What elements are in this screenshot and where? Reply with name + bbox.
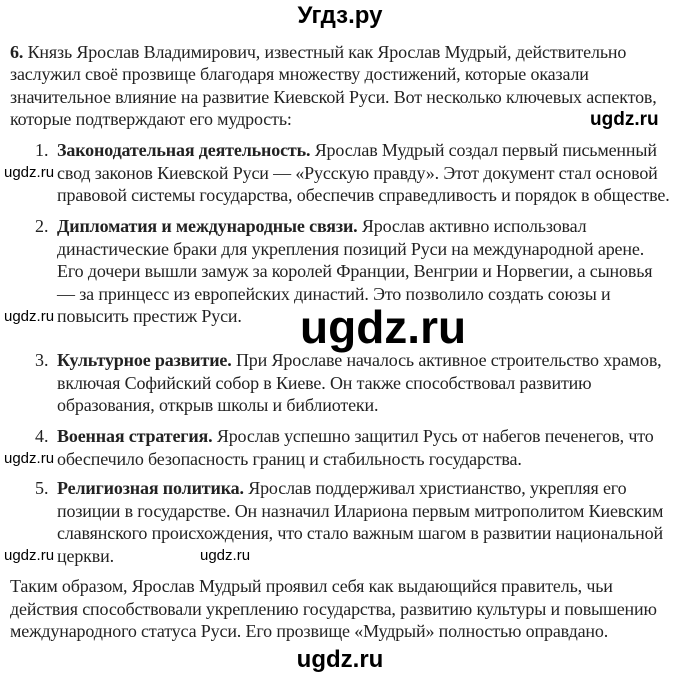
list-item-line — [57, 162, 658, 184]
watermark: ugdz.ru — [4, 308, 55, 325]
list-number: 4. — [35, 426, 49, 446]
list-item-text: славянского происхождения, что стало важным шагом в развитии национальной — [57, 523, 663, 543]
list-item-text: свод законов Киевской Руси — «Русскую правду». Этот документ стал основой — [57, 162, 658, 183]
list-item-text: — за принцесс из европейских династий. Это позволило создать союзы и — [57, 283, 611, 304]
list-item-line — [57, 305, 242, 327]
list-item-line — [57, 425, 654, 447]
list-item-line — [57, 260, 652, 282]
list-item-text: церкви. — [57, 545, 114, 566]
list-item-line — [57, 448, 522, 470]
intro-text: заслужил своё прозвище благодаря множеству достижений, которые оказали — [10, 64, 589, 84]
list-number: 2. — [35, 216, 49, 236]
list-item-title: Законодательная деятельность. — [57, 140, 311, 160]
list-item-text: При Ярославе началось активное строительство храмов, — [231, 350, 662, 370]
list-item-title: Культурное развитие. — [57, 350, 232, 370]
list-item-title: Военная стратегия. — [57, 426, 213, 446]
conclusion-line: Таким образом, Ярослав Мудрый проявил себя как выдающийся правитель, чьи — [10, 576, 613, 596]
site-title: Угдз.ру — [297, 2, 383, 29]
list-item-text: повысить престиж Руси. — [57, 306, 242, 326]
list-number: 5. — [35, 478, 49, 498]
intro-line — [10, 86, 657, 108]
intro-line — [10, 63, 589, 85]
list-item-line — [57, 139, 657, 161]
list-item-text: Ярослав поддерживал христианство, укрепляя его — [243, 478, 627, 498]
list-item-text: позиции в государстве. Он назначил Илариона первым митрополитом Киевским — [57, 500, 664, 521]
list-item-text: Ярослав активно использовал — [357, 216, 587, 236]
list-item-text: Ярослав успешно защитил Русь от набегов печенегов, что — [212, 426, 654, 446]
list-item-title: Религиозная политика. — [57, 478, 244, 498]
watermark: ugdz.ru — [590, 109, 659, 130]
list-number: 3. — [35, 350, 49, 370]
list-item-line — [57, 215, 587, 237]
watermark: ugdz.ru — [4, 164, 55, 181]
intro-text: которые подтверждают его мудрость: — [10, 109, 292, 129]
list-item-line — [57, 372, 591, 394]
watermark: ugdz.ru — [200, 547, 251, 564]
intro-text: значительное влияние на развитие Киевской Руси. Вот несколько ключевых аспектов, — [10, 87, 657, 107]
list-item-line — [57, 522, 663, 544]
list-item-text: правовой системы государства, обеспечив справедливость и порядок в обществе. — [57, 185, 670, 205]
list-item-line — [57, 545, 114, 567]
list-item-text: Его дочери вышли замуж за королей Франции, Венгрии и Норвегии, а сыновья — [57, 261, 653, 281]
conclusion-line: действия способствовали укреплению государства, развитию культуры и повышению — [10, 598, 657, 619]
list-item-line — [57, 394, 378, 416]
list-item-text: включая Софийский собор в Киеве. Он также способствовал развитию — [57, 372, 592, 393]
list-item-text: Ярослав Мудрый создал первый письменный — [310, 140, 657, 160]
list-item-line — [57, 477, 626, 499]
list-item-text: обеспечило безопасность границ и стабильность государства. — [57, 448, 522, 469]
list-item-line — [57, 500, 663, 522]
list-item-title: Дипломатия и международные связи. — [57, 216, 358, 236]
list-item-line — [57, 184, 670, 206]
list-number: 1. — [35, 140, 49, 160]
watermark: ugdz.ru — [4, 450, 55, 467]
intro-text: Князь Ярослав Владимирович, известный как Ярослав Мудрый, действительно — [27, 42, 627, 62]
watermark: ugdz.ru — [296, 646, 384, 673]
intro-line — [10, 41, 626, 63]
list-item-line — [57, 238, 644, 260]
watermark: ugdz.ru — [300, 301, 467, 353]
list-item-text: образования, открыв школы и библиотеки. — [57, 395, 379, 415]
watermark: ugdz.ru — [4, 547, 55, 564]
task-number: 6. — [10, 42, 24, 62]
list-item-text: династические браки для укрепления позиций Руси на международной арене. — [57, 238, 645, 259]
conclusion-line: международного статуса Руси. Его прозвище «Мудрый» полностью оправдано. — [10, 621, 609, 641]
intro-line — [10, 108, 292, 130]
